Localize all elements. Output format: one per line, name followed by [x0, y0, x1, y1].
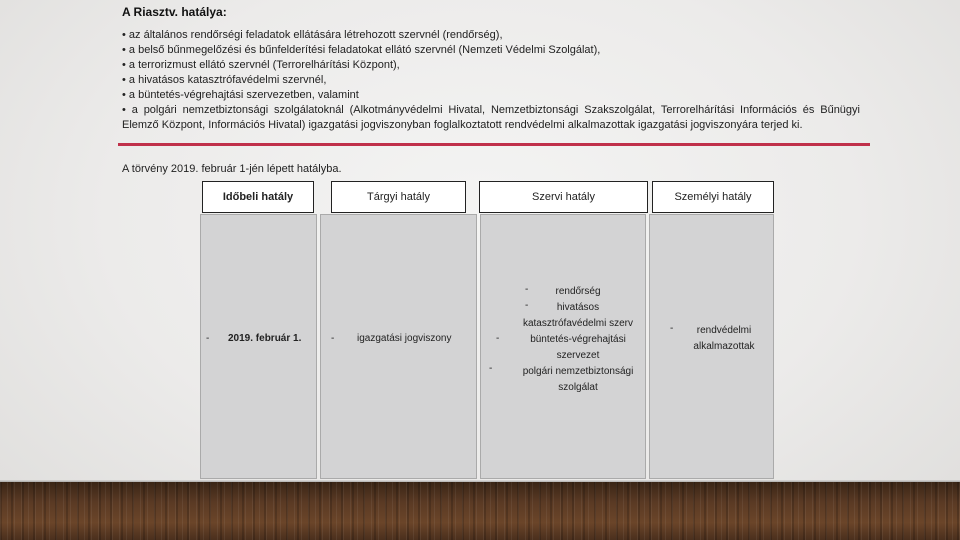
- column-header-temporal: Időbeli hatály: [202, 181, 314, 213]
- effective-date-note: A törvény 2019. február 1-jén lépett hatályba.: [122, 163, 342, 175]
- list-dash: -: [525, 284, 529, 295]
- personal-line: rendvédelmi: [696, 325, 752, 336]
- column-body-temporal: [200, 214, 317, 479]
- column-body-personal: [649, 214, 774, 479]
- temporal-value: 2019. február 1.: [228, 333, 302, 344]
- personal-line: alkalmazottak: [693, 341, 755, 352]
- bullet-item: • a büntetés-végrehajtási szervezetben, valamint: [122, 89, 359, 101]
- org-line: rendőrség: [555, 286, 601, 297]
- list-dash: -: [496, 333, 500, 344]
- column-header-organizational: Szervi hatály: [479, 181, 648, 213]
- org-line: szervezet: [556, 350, 600, 361]
- scope-table: [200, 181, 774, 479]
- org-line: katasztrófavédelmi szerv: [522, 318, 634, 329]
- slide-heading: A Riasztv. hatálya:: [122, 5, 227, 19]
- scope-bullet-list: [122, 28, 860, 133]
- org-line: hivatásos: [556, 302, 600, 313]
- column-header-personal: Személyi hatály: [652, 181, 774, 213]
- organizational-list: [515, 284, 641, 396]
- bullet-item: • a hivatásos katasztrófavédelmi szervnél,: [122, 74, 327, 86]
- list-dash: -: [670, 323, 674, 334]
- list-dash: -: [525, 300, 529, 311]
- bullet-item: • a belső bűnmegelőzési és bűnfelderítési feladatokat ellátó szervnél (Nemzeti Védelmi Szolgálat),: [122, 44, 601, 56]
- personal-list: [676, 323, 772, 355]
- list-dash: -: [489, 363, 493, 374]
- list-dash: -: [206, 333, 210, 344]
- column-header-material: Tárgyi hatály: [331, 181, 466, 213]
- bullet-item: • a polgári nemzetbiztonsági szolgálatoknál (Alkotmányvédelmi Hivatal, Nemzetbiztonsági Szakszolgálat, Terrorelhárítási Információs és Bűnügyi Elemző Központ, Információs Hivatal) igazgatási jogviszonyban foglalkoztatott rendvédelmi alkalmazottak igazgatási jogviszonyára terjed ki.: [122, 104, 860, 131]
- org-line: polgári nemzetbiztonsági: [522, 366, 634, 377]
- org-line: szolgálat: [558, 382, 598, 393]
- bullet-item: • az általános rendőrségi feladatok ellátására létrehozott szervnél (rendőrség),: [122, 29, 503, 41]
- list-dash: -: [331, 333, 335, 344]
- column-body-material: [320, 214, 477, 479]
- wooden-floor: [0, 482, 960, 540]
- red-divider: [118, 143, 870, 146]
- bullet-item: • a terrorizmust ellátó szervnél (Terrorelhárítási Központ),: [122, 59, 400, 71]
- column-body-organizational: [480, 214, 646, 479]
- org-line: büntetés-végrehajtási: [530, 334, 626, 345]
- material-value: igazgatási jogviszony: [357, 333, 452, 344]
